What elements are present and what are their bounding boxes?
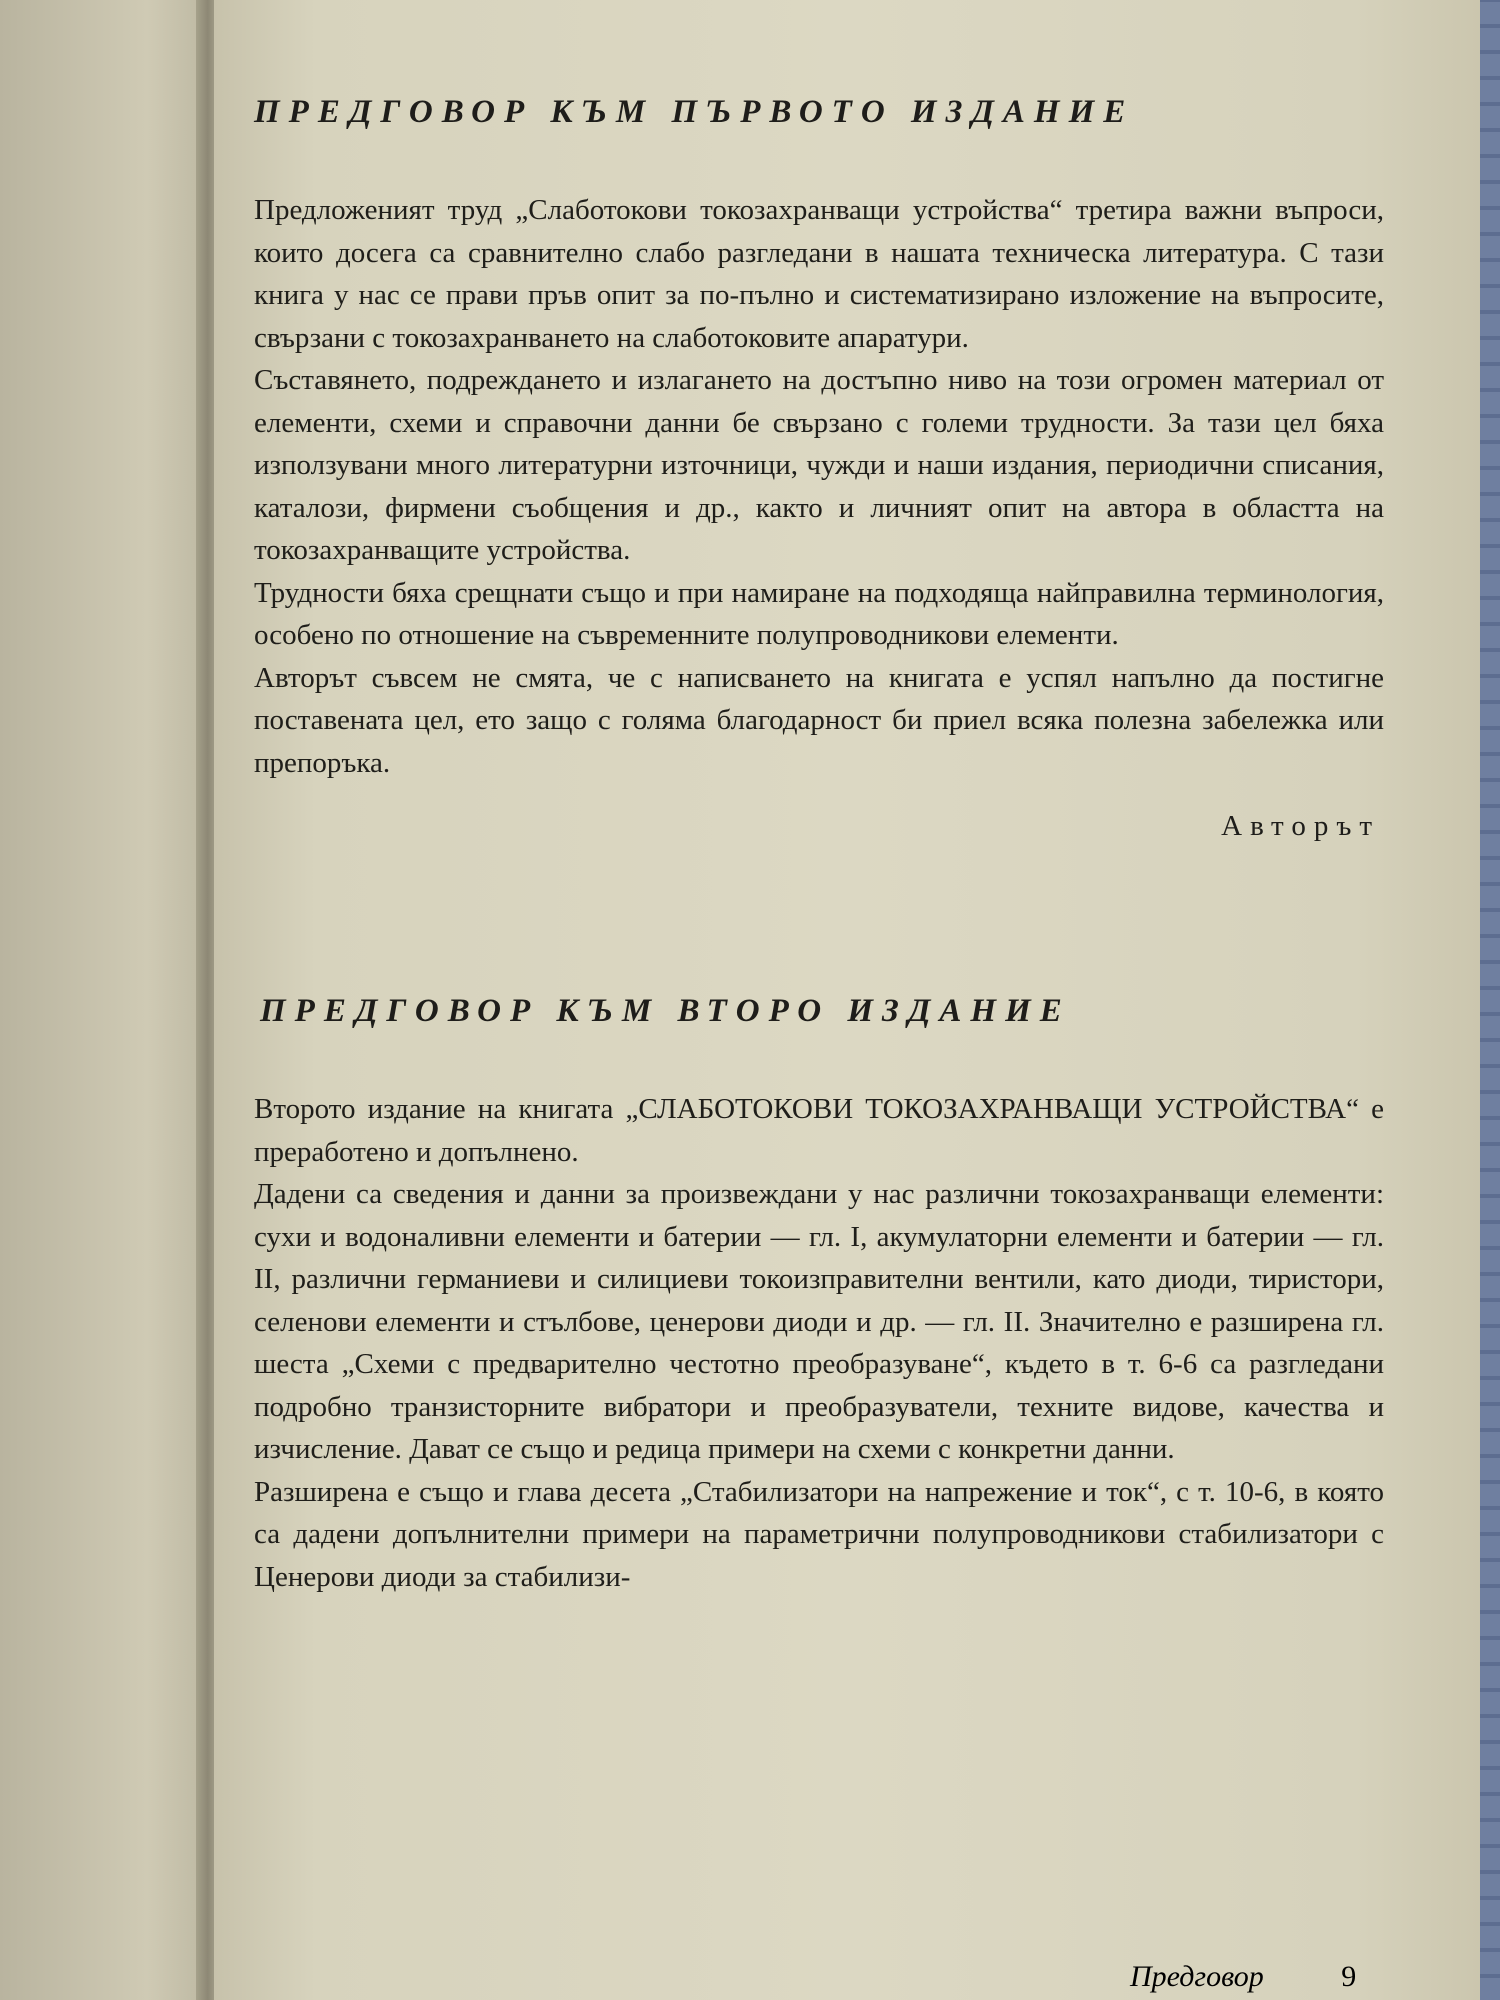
footer-section-label: Предговор (1130, 1960, 1264, 1993)
page-content (254, 80, 1384, 1598)
author-signature: Авторът (1221, 810, 1380, 842)
first-preface-paragraph-4: Авторът съвсем не смята, че с написването на книгата е успял напълно да постигне поставената цел, ето защо с голяма благодарност би приел всяка полезна забележка или препоръка. (254, 661, 1384, 779)
first-preface-heading: ПРЕДГОВОР КЪМ ПЪРВОТО ИЗДАНИЕ (254, 94, 1135, 130)
first-preface-paragraph-2: Съставянето, подреждането и излагането на достъпно ниво на този огромен материал от елементи, схеми и справочни данни бе свързано с големи трудности. За тази цел бяха използувани много литературни източници, чужди и наши издания, периодични списания, каталози, фирмени съобщения и др., както и личният опит на автора в областта на токозахранващите устройства. (254, 364, 1384, 566)
first-preface-paragraph-1: Предложеният труд „Слаботокови токозахранващи устройства“ третира важни въпроси, които досега са сравнително слабо разгледани в нашата техническа литература. С тази книга у нас се прави пръв опит за по-пълно и систематизирано изложение на въпросите, свързани с токозахранването на слаботоковите апаратури. (254, 194, 1384, 354)
second-preface-heading: ПРЕДГОВОР КЪМ ВТОРО ИЗДАНИЕ (260, 993, 1071, 1029)
second-preface-paragraph-3: Разширена е също и глава десета „Стабилизатори на напрежение и ток“, с т. 10-6, в която са дадени допълнителни примери на параметрични полупроводникови стабилизатори с Ценерови диоди за стабилизи- (254, 1475, 1384, 1593)
second-preface-paragraph-2: Дадени са сведения и данни за произвеждани у нас различни токозахранващи елементи: сухи и водоналивни елементи и батерии — гл. I, акумулаторни елементи и батерии — гл. II, различни германиеви и силициеви токоизправителни вентили, като диоди, тиристори, селенови елементи и стълбове, ценерови диоди и др. — гл. II. Значително е разширена гл. шеста „Схеми с предварително честотно преобразуване“, където в т. 6-6 са разгледани подробно транзисторните вибратори и преобразуватели, техните видове, качества и изчисление. Дават се също и редица примери на схеми с конкретни данни. (254, 1178, 1384, 1465)
page-footer (1130, 1960, 1385, 1994)
first-preface-paragraph-3: Трудности бяха срещнати също и при намиране на подходяща найправилна терминология, особено по отношение на съвременните полупроводникови елементи. (254, 576, 1384, 651)
second-preface-body (254, 1088, 1384, 1598)
second-preface-paragraph-1: Второто издание на книгата „СЛАБОТОКОВИ ТОКОЗАХРАНВАЩИ УСТРОЙСТВА“ е преработено и допълнено. (254, 1093, 1384, 1168)
facing-page (0, 0, 210, 2000)
first-preface-body (254, 189, 1384, 843)
page-number: 9 (1341, 1960, 1357, 1993)
background-edge (1480, 0, 1500, 2000)
